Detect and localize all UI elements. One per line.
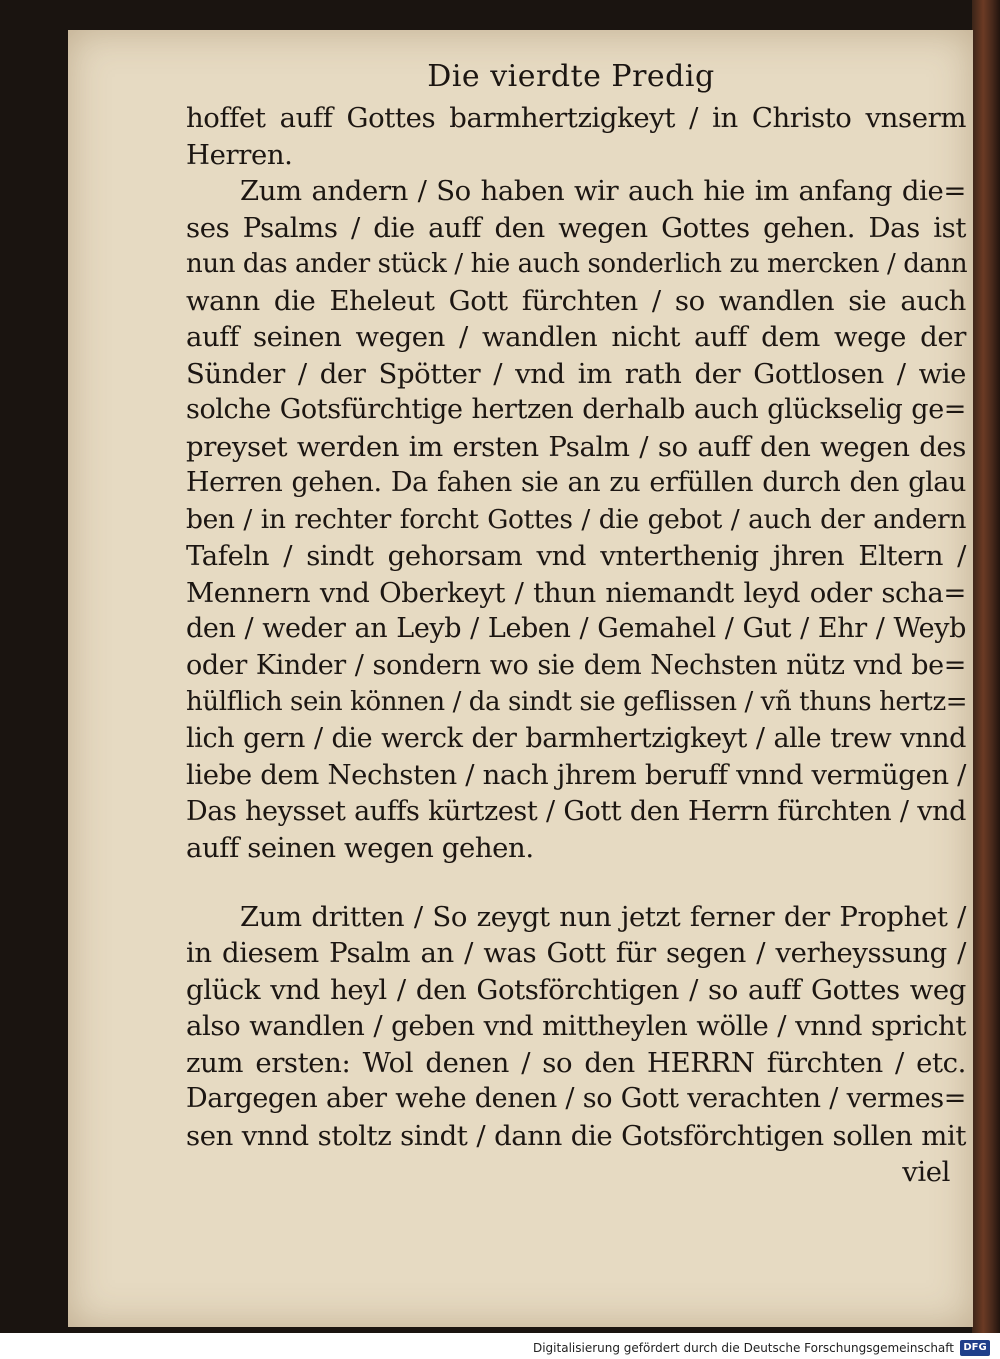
page-text-block <box>186 54 966 1191</box>
text-line: auff seinen wegen / wandlen nicht auff dem wege der <box>186 321 966 353</box>
text-line: Zum andern / So haben wir auch hie im anfang die= <box>240 175 966 207</box>
text-line: Tafeln / sindt gehorsam vnd vnterthenig jhren Eltern / <box>186 540 966 572</box>
text-line: Sünder / der Spötter / vnd im rath der Gottlosen / wie <box>186 357 966 390</box>
text-line: ses Psalms / die auff den wegen Gottes gehen. Das ist <box>186 211 966 244</box>
text-line: liebe dem Nechsten / nach jhrem beruff vnnd vermügen / <box>186 759 966 791</box>
running-head: Die vierdte Predig <box>427 59 715 94</box>
text-line: den / weder an Leyb / Leben / Gemahel / Gut / Ehr / Weyb <box>186 613 966 644</box>
text-line: nun das ander stück / hie auch sonderlich zu mercken / dann <box>186 249 968 279</box>
text-line: hoffet auff Gottes barmhertzigkeyt / in Christo vnserm <box>186 102 966 134</box>
text-line: solche Gotsfürchtige hertzen derhalb auch glückselig ge= <box>186 394 966 425</box>
text-line: zum ersten: Wol denen / so den HERRN fürchten / etc. <box>186 1046 966 1079</box>
text-line: ben / in rechter forcht Gottes / die gebot / auch der andern <box>186 503 966 535</box>
text-line: oder Kinder / sondern wo sie dem Nechsten nütz vnd be= <box>186 649 966 681</box>
text-line: wann die Eheleut Gott fürchten / so wandlen sie auch <box>186 284 966 317</box>
text-line: Herren. <box>186 138 293 171</box>
catchword: viel <box>902 1156 950 1188</box>
text-line: lich gern / die werck der barmhertzigkeyt / alle trew vnnd <box>186 722 966 754</box>
text-line: auff seinen wegen gehen. <box>186 832 534 864</box>
text-line: glück vnd heyl / den Gotsförchtigen / so auff Gottes weg <box>186 973 966 1006</box>
funding-credit: Digitalisierung gefördert durch die Deutsche Forschungsgemeinschaft <box>532 1341 954 1355</box>
text-line: Mennern vnd Oberkeyt / thun niemandt leyd oder scha= <box>186 576 966 609</box>
dfg-logo: DFG <box>960 1340 990 1356</box>
text-line: Zum dritten / So zeygt nun jetzt ferner der Prophet / <box>240 900 966 933</box>
footer-bar <box>0 1333 1000 1359</box>
paragraph-3 <box>186 899 966 1155</box>
book-binding-edge <box>972 0 1000 1333</box>
paragraph-gap <box>186 867 966 899</box>
text-line: also wandlen / geben vnd mittheylen wölle / vnnd spricht <box>186 1010 966 1042</box>
text-line: Das heysset auffs kürtzest / Gott den Herrn fürchten / vnd <box>186 795 966 827</box>
paragraph-2 <box>186 173 966 867</box>
text-line: in diesem Psalm an / was Gott für segen / verheyssung / <box>186 937 966 969</box>
text-line: hülflich sein können / da sindt sie geflissen / vñ thuns hertz= <box>186 687 968 717</box>
paragraph-1 <box>186 100 966 173</box>
text-line: Dargegen aber wehe denen / so Gott verachten / vermes= <box>186 1083 966 1114</box>
text-line: sen vnnd stoltz sindt / dann die Gotsförchtigen sollen mit <box>186 1119 966 1152</box>
text-line: Herren gehen. Da fahen sie an zu erfüllen durch den glau <box>186 467 966 498</box>
book-page <box>68 30 973 1327</box>
text-line: preyset werden im ersten Psalm / so auff den wegen des <box>186 430 966 463</box>
